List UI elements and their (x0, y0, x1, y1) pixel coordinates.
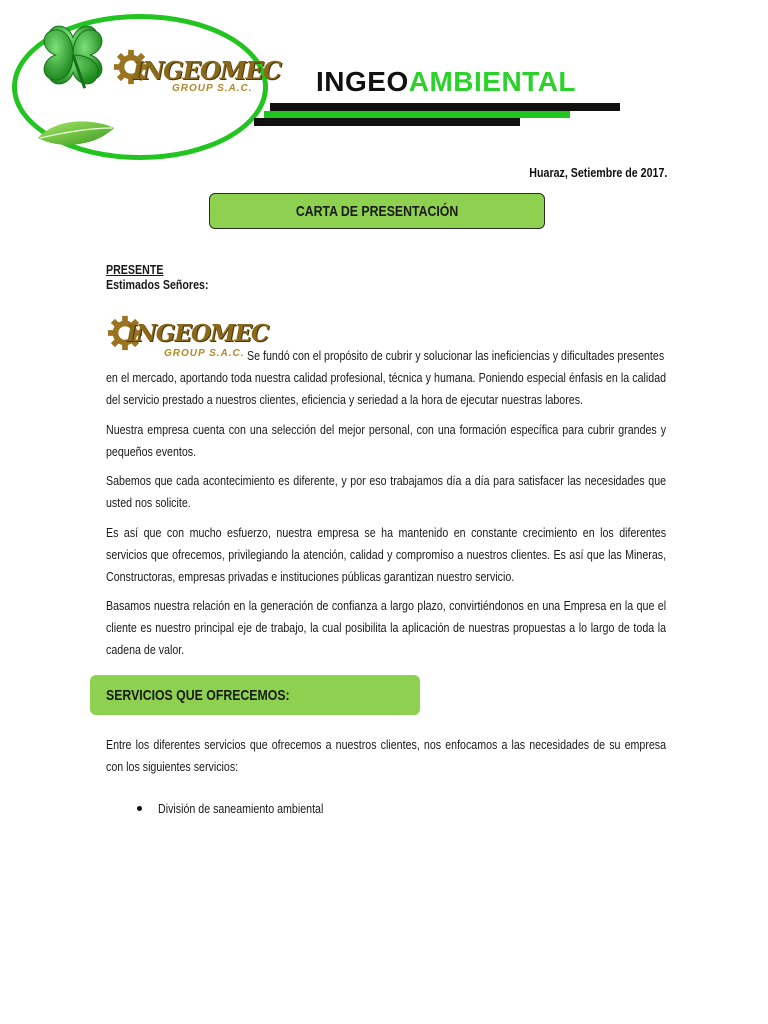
paragraph-4 (106, 522, 666, 588)
paragraph-3 (106, 470, 666, 514)
presente-label: PRESENTE (106, 262, 164, 277)
services-intro-text: Entre los diferentes servicios que ofrecemos a nuestros clientes, nos enfocamos a las necesidades de su empresa con los siguientes servicios: (106, 737, 667, 774)
letter-date: Huaraz, Setiembre de 2017. (528, 165, 667, 180)
inline-logo (106, 312, 269, 366)
paragraph-1 (106, 367, 666, 411)
estimados-label: Estimados Señores: (106, 277, 209, 292)
ingeomec-logo (112, 46, 281, 102)
paragraph-5-text: Basamos nuestra relación en la generación de confianza a largo plazo, convirtiéndonos en una Empresa en la que el cliente es nuestro principal eje de trabajo, la cual posibilita la aplicación de nuestras propuestas a lo largo de toda la cadena de valor. (106, 598, 667, 657)
letter-title: CARTA DE PRESENTACIÓN (295, 202, 459, 220)
clover-icon (34, 16, 112, 94)
paragraph-2 (106, 419, 666, 463)
greeting (106, 262, 231, 292)
title-box (209, 193, 545, 229)
logo-name: INGEOMEC (132, 56, 281, 85)
paragraph-4-text: Es así que con mucho esfuerzo, nuestra empresa se ha mantenido en constante crecimiento en los diferentes servicios que ofrecemos, privilegiando la atención, calidad y compromiso a nuestros clientes. Es así que las Mineras, Constructoras, empresas privadas e instituciones públicas garantizan nuestro servicio. (106, 525, 667, 584)
logo-sub: GROUP S.A.C. (172, 83, 253, 94)
service-item-1: División de saneamiento ambiental (158, 801, 324, 816)
paragraph-5 (106, 595, 666, 661)
inline-logo-sub: GROUP S.A.C. (164, 348, 245, 359)
paragraph-3-text: Sabemos que cada acontecimiento es diferente, y por eso trabajamos día a día para satisfacer las necesidades que usted nos solicite. (106, 473, 667, 510)
brand-part-2: AMBIENTAL (408, 66, 577, 97)
list-item (158, 798, 360, 820)
inline-logo-name: INGEOMEC (126, 320, 269, 347)
brand-title (316, 66, 576, 98)
bullet-icon (137, 806, 142, 811)
leaf-icon (36, 116, 116, 150)
paragraph-1-lead-wrap (247, 345, 747, 367)
services-heading: SERVICIOS QUE OFRECEMOS: (106, 686, 290, 704)
paragraph-2-text: Nuestra empresa cuenta con una selección del mejor personal, con una formación específica para cubrir grandes y pequeños eventos. (106, 422, 667, 459)
header-bar-black-bottom (254, 118, 520, 126)
header-bar-black-top (270, 103, 620, 111)
paragraph-1-lead: Se fundó con el propósito de cubrir y solucionar las ineficiencias y dificultades presentes (247, 348, 665, 363)
services-intro (106, 734, 666, 778)
header-bar-green (264, 111, 570, 118)
brand-part-1: INGEO (316, 66, 409, 97)
services-heading-box (90, 675, 420, 715)
paragraph-1-text: en el mercado, aportando toda nuestra calidad profesional, técnica y humana. Poniendo especial énfasis en la calidad del servicio prestado a nuestros clientes, eficiencia y seriedad a la hora de ejecutar nuestras labores. (106, 370, 667, 407)
